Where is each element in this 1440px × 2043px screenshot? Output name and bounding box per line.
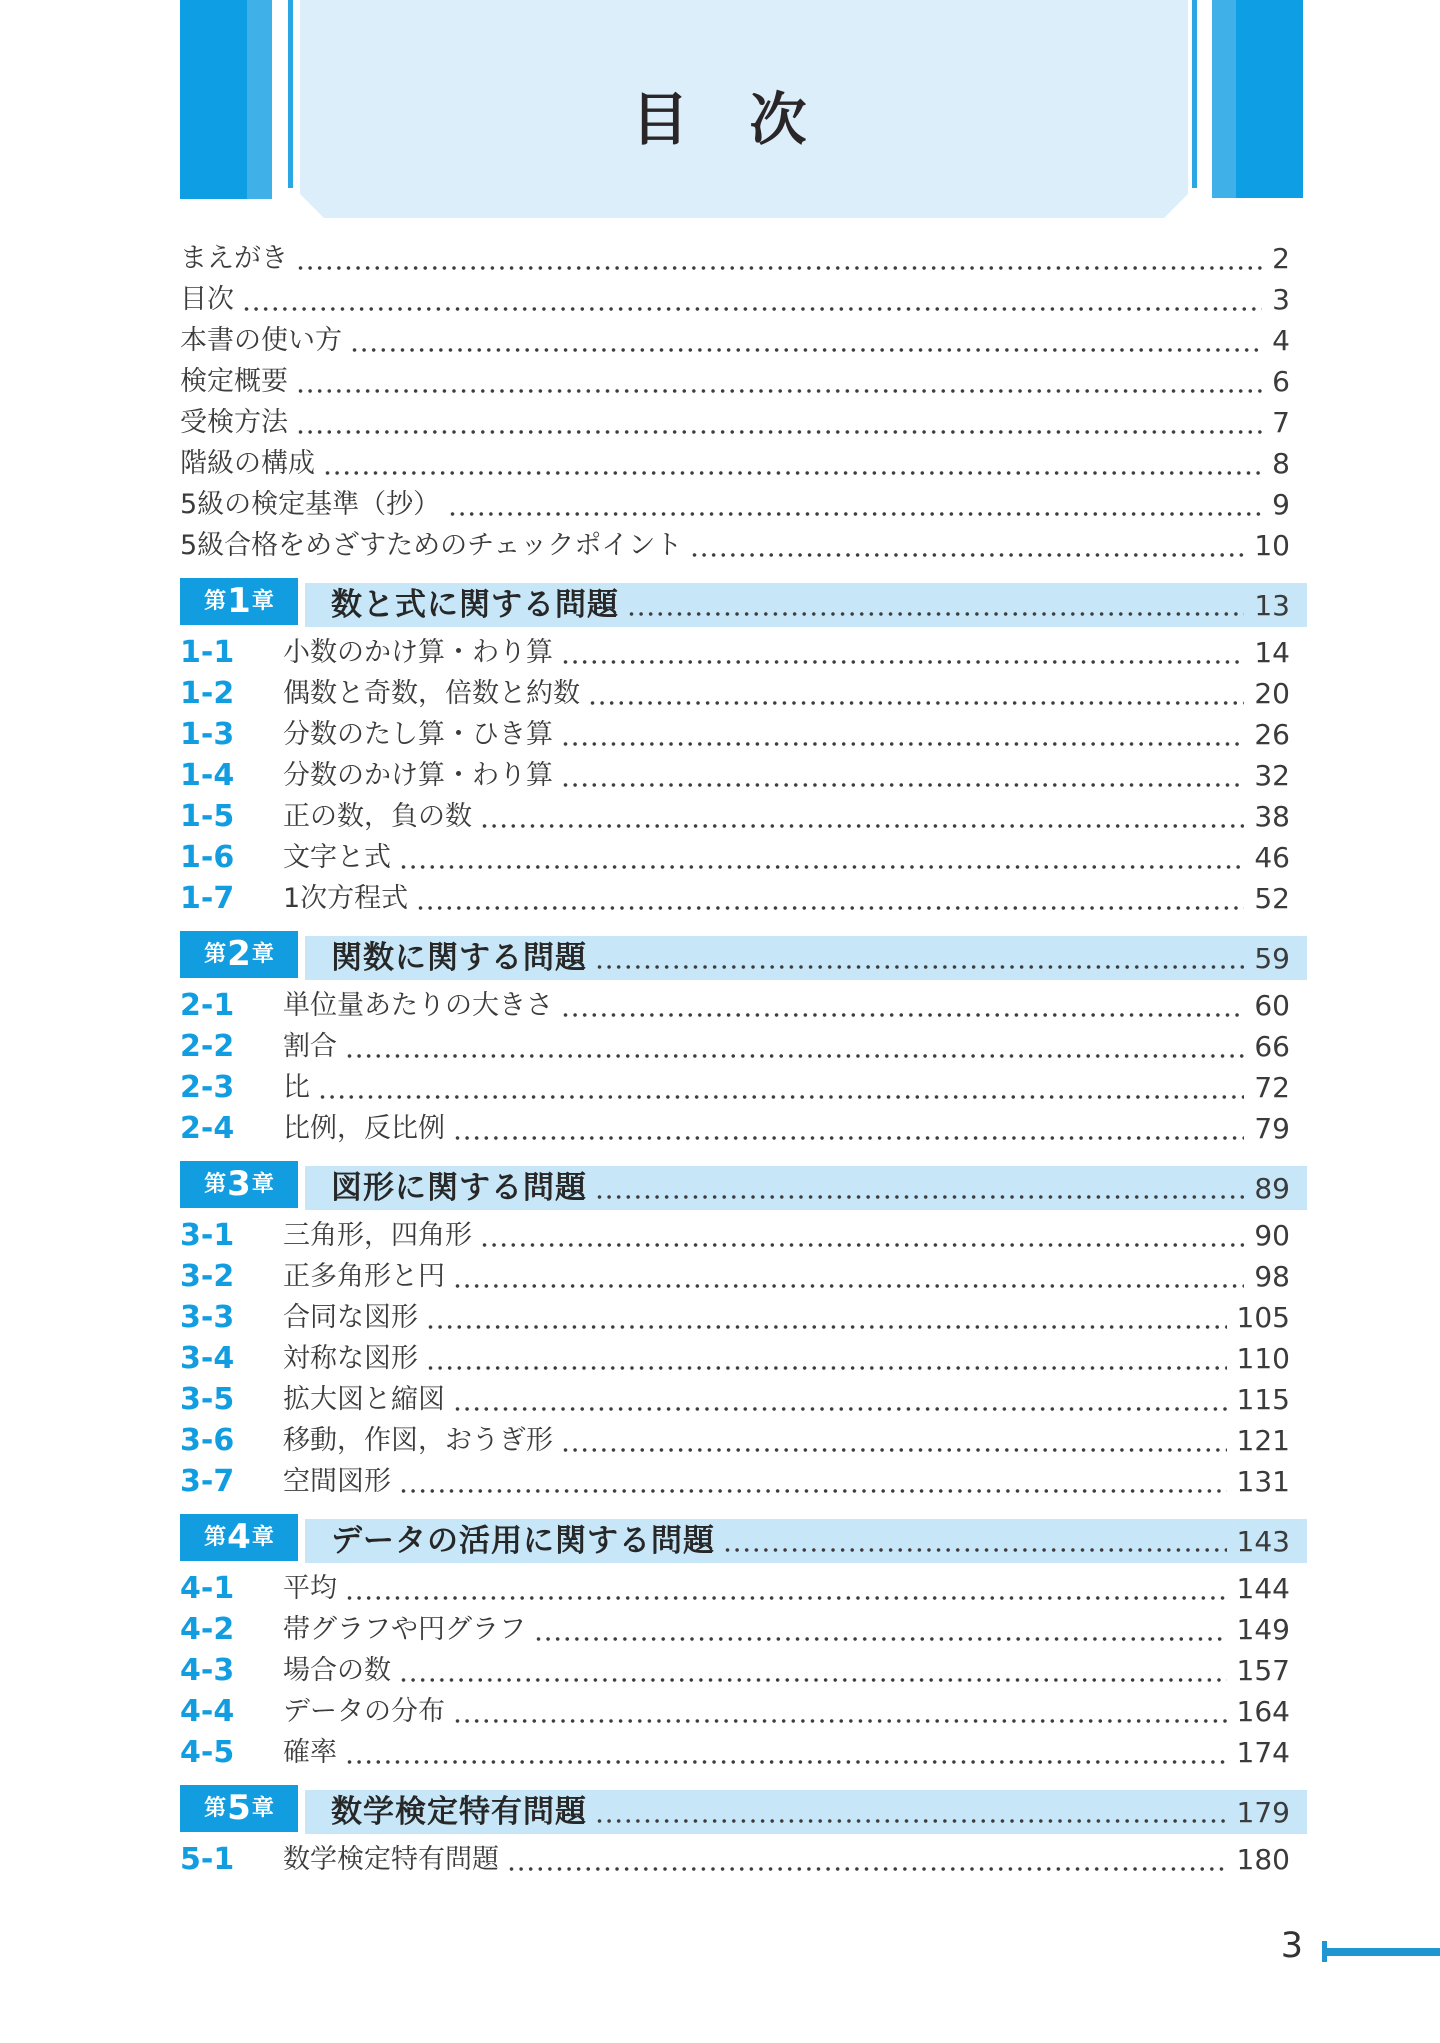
- chapter-badge-suffix: 章: [251, 941, 274, 967]
- chapter-page: 13: [1254, 588, 1290, 622]
- section-page: 46: [1254, 840, 1290, 874]
- section-number: 4-5: [180, 1734, 235, 1770]
- dotted-leader: [453, 1719, 1227, 1723]
- chapter-block: [180, 578, 1307, 919]
- front-matter-list: [180, 238, 1307, 566]
- chapter-badge: [180, 1785, 298, 1832]
- chapter-badge-prefix: 第: [204, 1795, 227, 1821]
- section-page: 14: [1254, 635, 1290, 669]
- section-entry: [180, 1461, 1290, 1502]
- toc-entry-page: 7: [1272, 405, 1290, 439]
- dotted-leader: [399, 1489, 1227, 1493]
- section-page: 105: [1236, 1300, 1290, 1334]
- section-number: 4-4: [180, 1693, 235, 1729]
- section-page: 26: [1254, 717, 1290, 751]
- section-page: 60: [1254, 988, 1290, 1022]
- chapter-heading-row: [180, 1161, 1307, 1210]
- dotted-leader: [453, 1136, 1244, 1140]
- section-title: 対称な図形: [283, 1343, 418, 1374]
- section-entry: [180, 714, 1290, 755]
- toc-entry-label: 本書の使い方: [180, 325, 342, 356]
- dotted-leader: [296, 430, 1262, 434]
- toc-entry-label: 受検方法: [180, 407, 288, 438]
- toc-entry-page: 9: [1272, 487, 1290, 521]
- chapter-title-bar: [305, 1166, 1307, 1210]
- section-entry: [180, 1732, 1290, 1773]
- section-page: 174: [1236, 1735, 1290, 1769]
- section-title: 小数のかけ算・わり算: [283, 637, 553, 668]
- dotted-leader: [588, 701, 1244, 705]
- section-number: 1-3: [180, 716, 235, 752]
- chapter-title: データの活用に関する問題: [331, 1522, 715, 1559]
- section-page: 180: [1236, 1842, 1290, 1876]
- toc-entry-label: 目次: [180, 284, 234, 315]
- section-entry: [180, 1609, 1290, 1650]
- dotted-leader: [426, 1366, 1227, 1370]
- dotted-leader: [242, 307, 1262, 311]
- dotted-leader: [416, 906, 1244, 910]
- section-page: 66: [1254, 1029, 1290, 1063]
- section-page: 32: [1254, 758, 1290, 792]
- section-page: 149: [1236, 1612, 1290, 1646]
- section-entry: [180, 1026, 1290, 1067]
- toc-entry: [180, 279, 1290, 320]
- section-entry: [180, 1379, 1290, 1420]
- section-number: 1-5: [180, 798, 235, 834]
- section-page: 20: [1254, 676, 1290, 710]
- dotted-leader: [296, 389, 1262, 393]
- section-number: 4-2: [180, 1611, 235, 1647]
- section-entry: [180, 755, 1290, 796]
- chapter-block: [180, 1785, 1307, 1880]
- section-title: 拡大図と縮図: [283, 1384, 445, 1415]
- dotted-leader: [345, 1760, 1227, 1764]
- section-page: 157: [1236, 1653, 1290, 1687]
- section-title: 空間図形: [283, 1466, 391, 1497]
- chapter-title-bar: [305, 1790, 1307, 1834]
- section-page: 144: [1236, 1571, 1290, 1605]
- section-entry: [180, 1691, 1290, 1732]
- section-title: 分数のかけ算・わり算: [283, 760, 553, 791]
- section-entry: [180, 1297, 1290, 1338]
- dotted-leader: [561, 742, 1244, 746]
- dotted-leader: [561, 660, 1244, 664]
- section-entry: [180, 878, 1290, 919]
- dotted-leader: [480, 1243, 1244, 1247]
- folio-page-number: 3: [1280, 1926, 1303, 1966]
- dotted-leader: [296, 266, 1262, 270]
- section-title: 場合の数: [283, 1655, 391, 1686]
- section-title: 比例，反比例: [283, 1113, 445, 1144]
- section-number: 1-1: [180, 634, 235, 670]
- section-number: 3-5: [180, 1381, 235, 1417]
- section-number: 3-1: [180, 1217, 235, 1253]
- section-number: 1-2: [180, 675, 235, 711]
- section-number: 3-7: [180, 1463, 235, 1499]
- section-title: 確率: [283, 1737, 337, 1768]
- toc-entry: [180, 402, 1290, 443]
- toc-entry: [180, 361, 1290, 402]
- section-title: 偶数と奇数，倍数と約数: [283, 678, 580, 709]
- section-entry: [180, 1215, 1290, 1256]
- toc-entry-page: 4: [1272, 323, 1290, 357]
- toc-entry-page: 6: [1272, 364, 1290, 398]
- section-page: 164: [1236, 1694, 1290, 1728]
- chapter-badge-number: 3: [227, 1163, 251, 1204]
- section-number: 3-6: [180, 1422, 235, 1458]
- section-entry: [180, 1420, 1290, 1461]
- chapter-title: 数学検定特有問題: [331, 1793, 587, 1830]
- section-number: 2-2: [180, 1028, 235, 1064]
- dotted-leader: [345, 1054, 1244, 1058]
- footer-rule-line: [1322, 1948, 1440, 1956]
- section-number: 2-1: [180, 987, 235, 1023]
- toc-entry: [180, 320, 1290, 361]
- section-entry: [180, 632, 1290, 673]
- page-title: 目 次: [631, 87, 809, 153]
- dotted-leader: [561, 1448, 1227, 1452]
- section-entry: [180, 796, 1290, 837]
- toc-entry: [180, 238, 1290, 279]
- section-title: データの分布: [283, 1696, 445, 1727]
- section-page: 110: [1236, 1341, 1290, 1375]
- section-page: 98: [1254, 1259, 1290, 1293]
- chapter-title-bar: [305, 583, 1307, 627]
- chapter-badge: [180, 578, 298, 625]
- dotted-leader: [534, 1637, 1227, 1641]
- toc-entry-label: 階級の構成: [180, 448, 315, 479]
- dotted-leader: [595, 1819, 1227, 1823]
- dotted-leader: [723, 1548, 1227, 1552]
- dotted-leader: [345, 1596, 1227, 1600]
- toc-entry: [180, 525, 1290, 566]
- section-number: 1-6: [180, 839, 235, 875]
- chapter-badge-suffix: 章: [251, 1171, 274, 1197]
- section-entry: [180, 1108, 1290, 1149]
- section-title: 分数のたし算・ひき算: [283, 719, 553, 750]
- dotted-leader: [690, 553, 1244, 557]
- section-title: 割合: [283, 1031, 337, 1062]
- chapter-block: [180, 931, 1307, 1149]
- section-title: 正多角形と円: [283, 1261, 445, 1292]
- section-entry: [180, 837, 1290, 878]
- chapter-heading-row: [180, 1514, 1307, 1563]
- chapter-heading-row: [180, 578, 1307, 627]
- chapter-page: 59: [1254, 941, 1290, 975]
- section-number: 3-3: [180, 1299, 235, 1335]
- dotted-leader: [507, 1867, 1227, 1871]
- chapter-badge-suffix: 章: [251, 588, 274, 614]
- dotted-leader: [448, 512, 1262, 516]
- dotted-leader: [399, 1678, 1227, 1682]
- chapter-badge: [180, 1161, 298, 1208]
- chapter-badge-number: 1: [227, 580, 251, 621]
- chapter-badge: [180, 1514, 298, 1561]
- section-entry: [180, 1568, 1290, 1609]
- section-page: 131: [1236, 1464, 1290, 1498]
- chapter-badge-number: 2: [227, 933, 251, 974]
- toc-entry-label: まえがき: [180, 243, 288, 274]
- chapter-badge-prefix: 第: [204, 941, 227, 967]
- dotted-leader: [627, 612, 1244, 616]
- toc-entry: [180, 443, 1290, 484]
- dotted-leader: [480, 824, 1244, 828]
- section-title: 文字と式: [283, 842, 391, 873]
- header-right-thin-line: [1192, 0, 1197, 188]
- chapter-title: 数と式に関する問題: [331, 586, 619, 623]
- section-title: 移動，作図，おうぎ形: [283, 1425, 553, 1456]
- chapter-heading-row: [180, 1785, 1307, 1834]
- dotted-leader: [323, 471, 1262, 475]
- section-number: 1-4: [180, 757, 235, 793]
- dotted-leader: [595, 965, 1244, 969]
- section-page: 38: [1254, 799, 1290, 833]
- section-page: 115: [1236, 1382, 1290, 1416]
- header-right-blue-bar: [1212, 0, 1303, 198]
- chapter-page: 89: [1254, 1171, 1290, 1205]
- chapter-title-bar: [305, 936, 1307, 980]
- section-title: 数学検定特有問題: [283, 1844, 499, 1875]
- chapter-heading-row: [180, 931, 1307, 980]
- dotted-leader: [561, 1013, 1244, 1017]
- section-title: 正の数，負の数: [283, 801, 472, 832]
- toc-entry-label: 5級合格をめざすためのチェックポイント: [180, 530, 683, 561]
- chapter-badge: [180, 931, 298, 978]
- chapters: [180, 578, 1307, 1880]
- section-title: 三角形，四角形: [283, 1220, 472, 1251]
- dotted-leader: [453, 1284, 1244, 1288]
- dotted-leader: [350, 348, 1262, 352]
- dotted-leader: [561, 783, 1244, 787]
- toc-entry: [180, 484, 1290, 525]
- section-entry: [180, 985, 1290, 1026]
- dotted-leader: [453, 1407, 1227, 1411]
- toc-entry-label: 検定概要: [180, 366, 288, 397]
- dotted-leader: [426, 1325, 1227, 1329]
- section-entry: [180, 1650, 1290, 1691]
- chapter-badge-suffix: 章: [251, 1795, 274, 1821]
- chapter-badge-prefix: 第: [204, 588, 227, 614]
- chapter-block: [180, 1514, 1307, 1773]
- section-title: 平均: [283, 1573, 337, 1604]
- section-page: 72: [1254, 1070, 1290, 1104]
- table-of-contents: [180, 238, 1307, 1880]
- toc-entry-page: 10: [1254, 528, 1290, 562]
- section-number: 4-1: [180, 1570, 235, 1606]
- section-page: 79: [1254, 1111, 1290, 1145]
- chapter-badge-suffix: 章: [251, 1524, 274, 1550]
- dotted-leader: [595, 1195, 1244, 1199]
- chapter-title: 関数に関する問題: [331, 939, 587, 976]
- section-title: 合同な図形: [283, 1302, 418, 1333]
- section-entry: [180, 1338, 1290, 1379]
- section-page: 121: [1236, 1423, 1290, 1457]
- dotted-leader: [318, 1095, 1244, 1099]
- chapter-page: 143: [1236, 1524, 1290, 1558]
- chapter-badge-number: 4: [227, 1516, 251, 1557]
- section-number: 2-3: [180, 1069, 235, 1105]
- section-title: 単位量あたりの大きさ: [283, 990, 553, 1021]
- section-number: 1-7: [180, 880, 235, 916]
- chapter-badge-number: 5: [227, 1787, 251, 1828]
- chapter-block: [180, 1161, 1307, 1502]
- section-entry: [180, 673, 1290, 714]
- section-entry: [180, 1256, 1290, 1297]
- chapter-badge-prefix: 第: [204, 1524, 227, 1550]
- dotted-leader: [399, 865, 1244, 869]
- section-entry: [180, 1839, 1290, 1880]
- section-title: 帯グラフや円グラフ: [283, 1614, 526, 1645]
- toc-entry-page: 2: [1272, 241, 1290, 275]
- chapter-title: 図形に関する問題: [331, 1169, 587, 1206]
- section-page: 90: [1254, 1218, 1290, 1252]
- toc-entry-page: 3: [1272, 282, 1290, 316]
- section-number: 5-1: [180, 1841, 235, 1877]
- toc-entry-page: 8: [1272, 446, 1290, 480]
- section-number: 3-2: [180, 1258, 235, 1294]
- section-number: 2-4: [180, 1110, 235, 1146]
- section-title: 比: [283, 1072, 310, 1103]
- chapter-title-bar: [305, 1519, 1307, 1563]
- toc-entry-label: 5級の検定基準（抄）: [180, 489, 441, 520]
- section-entry: [180, 1067, 1290, 1108]
- section-title: 1次方程式: [283, 883, 409, 914]
- section-page: 52: [1254, 881, 1290, 915]
- section-number: 3-4: [180, 1340, 235, 1376]
- section-number: 4-3: [180, 1652, 235, 1688]
- chapter-badge-prefix: 第: [204, 1171, 227, 1197]
- chapter-page: 179: [1236, 1795, 1290, 1829]
